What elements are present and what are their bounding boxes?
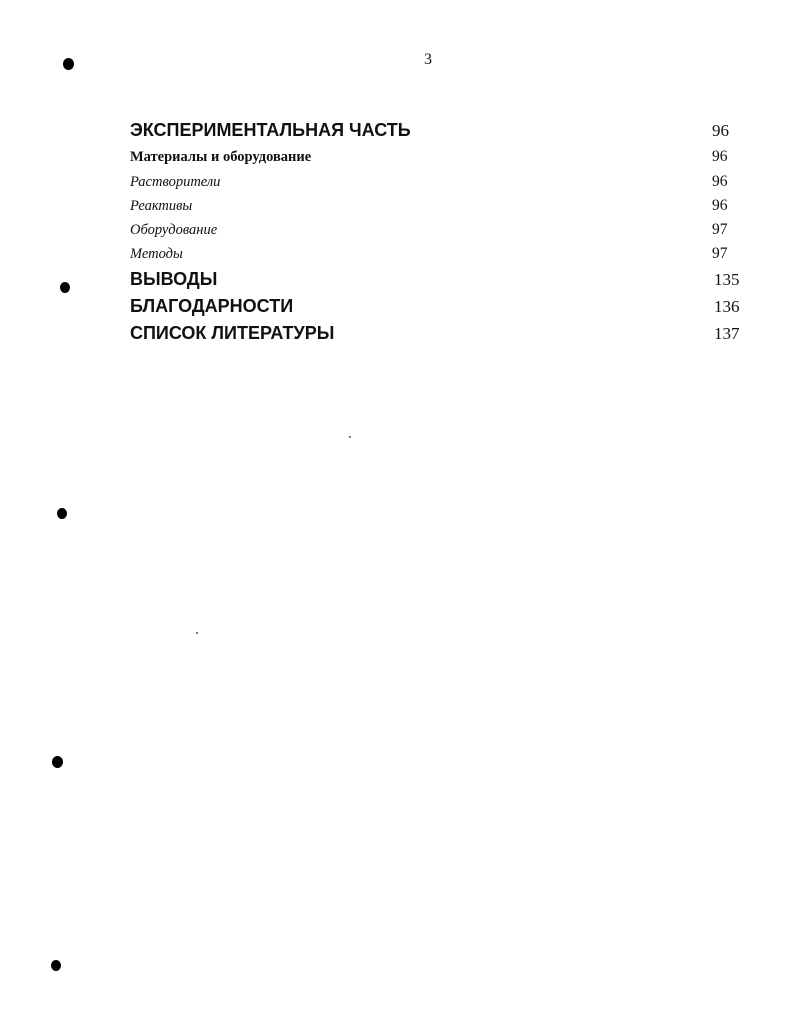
page-number: 3	[424, 51, 432, 68]
toc-entry-conclusions	[130, 266, 742, 290]
toc-entry-title: ВЫВОДЫ	[130, 269, 218, 289]
toc-entry-page: 97	[712, 221, 728, 238]
scan-speck	[196, 632, 198, 634]
toc-entry-page: 96	[712, 197, 728, 214]
toc-entry-methods	[130, 239, 742, 263]
toc-entry-materials-equipment	[130, 142, 742, 166]
toc-entry-page: 137	[714, 324, 740, 343]
toc-entry-title: Реактивы	[130, 198, 193, 214]
toc-entry-page: 96	[712, 173, 728, 190]
toc-entry-page: 96	[712, 121, 729, 140]
punch-hole-mark	[51, 960, 61, 971]
toc-entry-title: Растворители	[130, 174, 221, 190]
scan-speck	[349, 436, 351, 438]
toc-entry-title: Оборудование	[130, 222, 218, 238]
toc-entry-title: ЭКСПЕРИМЕНТАЛЬНАЯ ЧАСТЬ	[130, 120, 411, 140]
toc-entry-solvents	[130, 167, 742, 191]
toc-entry-equipment	[130, 215, 742, 239]
toc-entry-title: СПИСОК ЛИТЕРАТУРЫ	[130, 323, 335, 343]
punch-hole-mark	[60, 282, 70, 293]
toc-entry-reagents	[130, 191, 742, 215]
punch-hole-mark	[63, 58, 74, 70]
toc-entry-page: 96	[712, 148, 728, 165]
toc-entry-title: БЛАГОДАРНОСТИ	[130, 296, 294, 316]
toc-entry-experimental-part	[130, 117, 742, 141]
punch-hole-mark	[52, 756, 63, 768]
toc-entry-acknowledgements	[130, 293, 742, 317]
toc-entry-title: Методы	[130, 246, 183, 262]
toc-entry-page: 135	[714, 270, 740, 289]
punch-hole-mark	[57, 508, 67, 519]
toc-entry-title: Материалы и оборудование	[130, 149, 312, 165]
toc-entry-references	[130, 320, 742, 344]
toc-entry-page: 136	[714, 297, 740, 316]
toc-entry-page: 97	[712, 245, 728, 262]
